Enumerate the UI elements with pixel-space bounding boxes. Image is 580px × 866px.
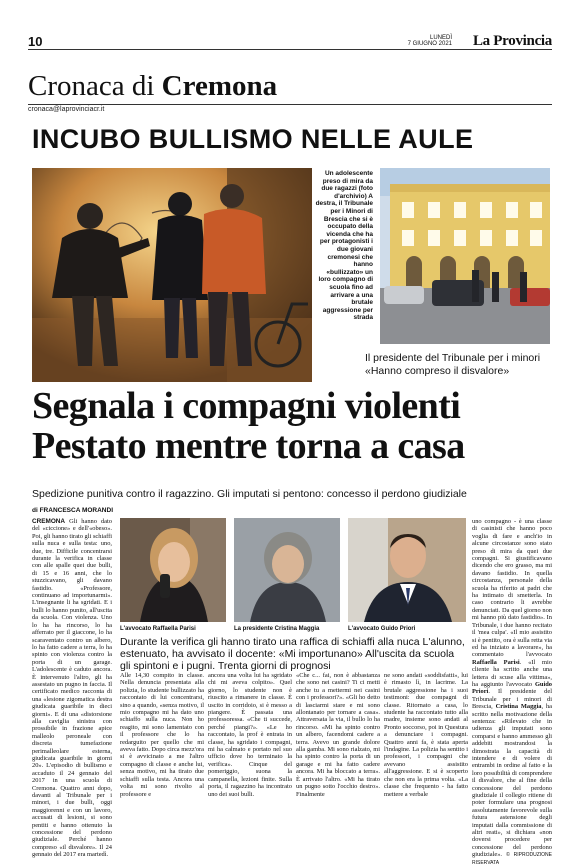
article-column-3: ancora una volta lui ha sgridato chi mi aveva colpito». Quel giorno, lo studente non è riuscito a rimanere in classe. È uscito in corridoio, si è messo a piangere. È passata una professoressa. «Che ti succede, perché piangi?». «Le ho raccontato, la prof è entrata in classe, ha sgridato i compagni, mi ha calmato e portato nel suo ufficio dove ho terminato la verifica». Cinque del pomeriggio, suona la campanella, lezioni finite. Sulla porta, il ragazzino ha incontrato uno dei suoi bulli. [208,672,292,798]
court-building-illustration [380,168,550,344]
article-column-5: ne sono andati «soddisfatti», lui è rimasto lì, in lacrime. La brutale aggressione ha i suoi testimoni: due compagni di classe. Ritornato a casa, lo studente ha raccontato tutto alla madre, insieme sono andati al Pronto soccorso, poi in Questura a denunciare i compagni. Quattro anni fa, è stata aperta l'indagine. La polizia ha sentito i professori, i compagni che avevano assistito all'aggressione. E si è scoperto che non era la prima volta. «La classe che frequento - ha fatto mettere a verbale [384,672,468,798]
photo-caption: Un adolescente preso di mira da due ragazzi (foto d'archivio) A destra, il Tribunale per i Minori di Brescia che si è occupato della vicenda che ha per protagonisti i due giovani cremonesi che hanno «bullizzato» un loro compagno di scuola fino ad arrivare a una brutale aggressione per strada [315,170,373,322]
column-1-text: Gli hanno dato del «ciccione» e dell'«obeso». Poi, gli hanno tirato gli schiaffi sulla nuca e sulla testa: uno, due, tre. Difficile concentrarsi durante la verifica in classe con alle spalle quei due bulli, di 15 e 16 anni, che lo stuzzicavano, gli davano fastidio. «Professore, continuano ad importunarmi». L'insegnante li ha sgridati. E i bulli lo hanno punito, all'uscita da scuola. Con violenza. Uno lo ha ha rincorso, lo ha afferrato per il giaccone, lo ha scaraventato contro un albero, lo ha fatto cadere a terra, lo ha spinto con violenza contro la porta di un garage. L'adolescente è caduto ancora. È intervenuto l'altro, gli ha assestato un pugno in faccia. Il certificato medico racconta di una «lesione zigomatica destra giudicata guaribile in dieci giorni». E di una «distorsione alla caviglia sinistra con prossibile in frazione apice malleolo peroneale con discreta tumefazione perimalleolare esterna, giudicata guaribile in giorni 20». L'episodio di bullismo e accaduto il 24 gennaio del 2017 in una scuola di Cremona. Quattro anni dopo, davanti al Tribunale per i minori, i due bulli, oggi maggiorenni e con un lavoro, accusati di lesioni, si sono pentiti e hanno ottenuto la concessione del perdono giudiziale. Perché hanno compreso «il disvalore». Il 24 gennaio del 2017 era martedì. [32,518,112,859]
headline-line-2: Pestato mentre torna a casa [32,425,465,467]
court-quote: Il presidente del Tribunale per i minori «Hanno compreso il disvalore» [365,352,541,377]
publication-date [408,35,452,47]
lawyer-name-parisi: Raffaella Parisi [472,658,520,666]
bullying-photo [32,168,312,382]
portrait-caption-2: La presidente Cristina Maggia [234,626,320,632]
section-title [28,70,277,103]
article-column-2: Alle 14,30 compito in classe. Nella denuncia presentata alla polizia, lo studente bullizzato ha raccontato di lui concentrarsi, sino a quando, «senza motivo, il mio compagno mi ha dato uno schiaffo sulla nuca. Non ho reagito, mi sono lamentato con il professore che lo ha redarguito per quello che mi aveva fatto. Dopo circa mezz'ora si è avvicinato a me l'altro compagno di classe e anche lui, senza motivo, mi ha tirato due schiaffi sulla testa. Ancora una volta mi sono rivolto al professore e [120,672,205,798]
column-6-text-b: . «Il mio cliente ha scritto anche una lettera di scuse alla vittima», ha aggiunto l'avvocato [472,658,552,688]
bullying-illustration [32,168,312,382]
copyright-notice: © RIPRODUZIONE RISERVATA [472,852,552,866]
article-column-1 [32,518,112,859]
page-number: 10 [28,34,43,49]
portrait-raffaella-parisi [120,518,226,622]
kicker-title: INCUBO BULLISMO NELLE AULE [32,124,474,154]
portrait-2-illustration [234,518,340,622]
section-prefix: Cronaca di [28,70,162,102]
column-6-text-c: . Il presidente del Tribunale per i minori di Brescia, [472,688,552,711]
court-building-photo [380,168,550,344]
article-deck: Durante la verifica gli hanno tirato una raffica di schiaffi alla nuca L'alunno, estenuato, ha avvisato il docente: «Mi importunano» All'uscita da scuola gli spintoni e i pugni. Trenta giorni di prognosi [120,636,465,672]
page-header [28,34,552,50]
portrait-1-illustration [120,518,226,622]
portrait-cristina-maggia [234,518,340,622]
subheadline: Spedizione punitiva contro il ragazzino. Gli imputati si pentono: concesso il perdono giudiziale [32,488,467,500]
section-email: cronaca@laprovinciacr.it [28,104,552,113]
column-6-text-a: uno compagno - è una classe di casinisti che hanno poco voglia di fare e anch'io in alcune circostanze sono stato preso di mira da quei due compagni. Si giustificavano dicendo che ero grasso, ma mi davano fastidio. In quella circostanza, personale della scuola ha riferito ai padri che ha intimato di smetterla. In caso contrario li avrebbe denunciati. Da quel giorno non mi hanno più dato fastidio». In Tribunale, i due hanno recitato il 'mea culpa'. «Il mio assistito si è pentito, ora è sulla retta via ed ha iniziato a lavorare», ha commentato l'avvocato [472,518,552,659]
newspaper-logo: La Provincia [472,33,552,49]
dateline: CREMONA [32,518,66,525]
judge-name-maggia: Cristina Maggia [495,703,542,711]
byline: di FRANCESCA MORANDI [32,507,114,514]
headline-line-1: Segnala i compagni violenti [32,385,461,427]
portrait-caption-3: L'avvocato Guido Priori [348,626,416,632]
article-column-6 [472,518,552,866]
publication-full-date: 7 GIUGNO 2021 [407,41,452,47]
publication-day: LUNEDÌ [429,35,452,41]
article-column-4: «Che c... fai, non è abbastanza che sono nei casini? Ti ci metti anche tu a mettermi nei casini con i professori?». «Gli ho detto di lasciarmi stare e mi sono allontanato per tornare a casa». Attraversata la via, il bullo lo ha rincorso. «Mi ha spinto contro un albero, facendomi cadere a terra. Avevo un grande dolore alla gamba. Mi sono rialzato, mi ha spinto contro la porta di un garage e mi ha fatto cadere ancora. Mi ha bloccato a terra». È arrivato l'altro. «Mi ha tirato un pugno sotto l'occhio destro». Finalmente [296,672,380,798]
headline [32,386,552,466]
portrait-caption-1: L'avvocato Raffaella Parisi [120,626,196,632]
portrait-guido-priori [348,518,466,622]
section-city: Cremona [161,70,278,102]
lawyer-name-priori: Guido Priori [472,680,552,696]
portrait-3-illustration [348,518,466,622]
column-6-text-d: , ha scritto nella motivazione della sentenza: «Rilevato che in udienza gli imputati sono comparsi e hanno ammesso gli addebiti mostrandosi la dimostrata la capacità di intendere e di volere di entrambi in ordine al fatto e la loro possibilità di comprendere il disvalore, che al fine della concessione del perdono giudiziale il collegio ritiene di poter formulare una prognosi assolutamente favorevole sulla futura astensione degli imputati dalla commissione di altri reati», si dichiara «non doversi procedere per concessione del perdono giudiziale». [472,703,552,859]
